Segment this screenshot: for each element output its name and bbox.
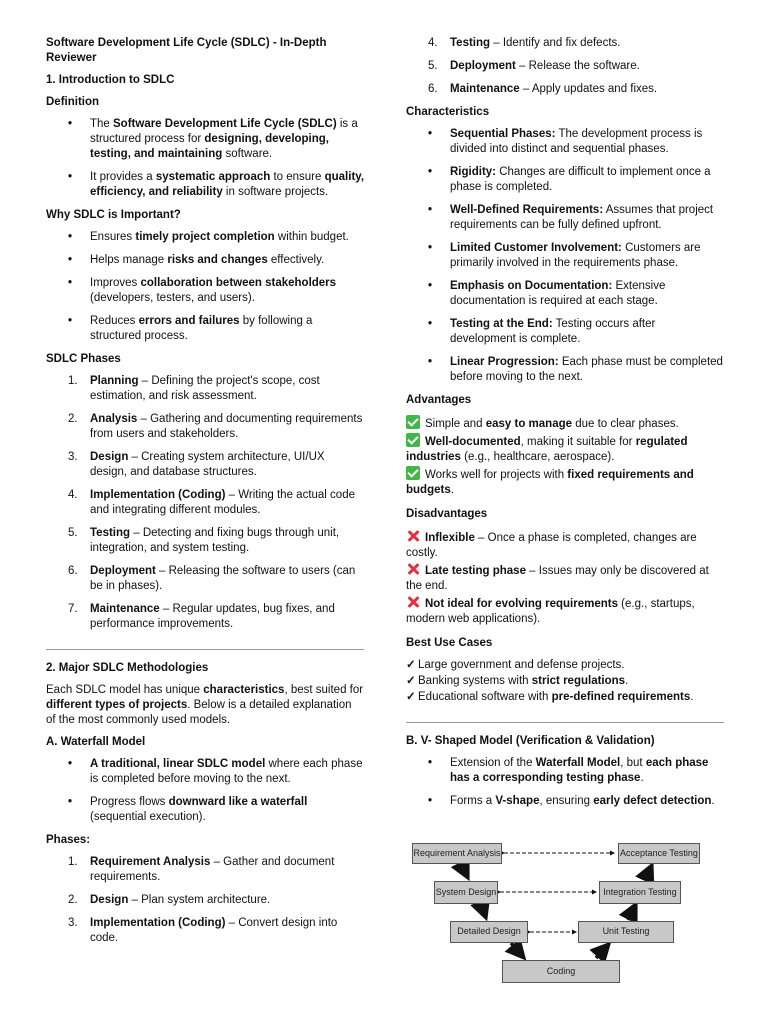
list-item: • Ensures timely project completion within budget. [68,231,349,243]
use-case-item: ✓ Banking systems with strict regulations. [406,675,629,687]
waterfall-phases-list-continued [406,36,724,97]
disadvantage-item: Inflexible – Once a phase is completed, changes are costly. [406,529,724,561]
arrow-req-to-system [461,864,468,878]
section-methodologies-heading: 2. Major SDLC Methodologies [46,662,209,674]
arrow-unit-to-integration [628,904,636,920]
definition-list [46,117,364,200]
characteristics-heading: Characteristics [406,106,490,118]
list-item: • Helps manage risks and changes effectively. [68,254,325,266]
list-item: 4. Testing – Identify and fix defects. [428,37,621,49]
section-intro-heading: 1. Introduction to SDLC [46,74,175,86]
box-unit-testing: Unit Testing [578,921,674,943]
list-item: 5. Testing – Detecting and fixing bugs through unit, integration, and system testing. [68,527,340,554]
phases-list [46,374,364,632]
list-item: • Rigidity: Changes are difficult to implement once a phase is completed. [428,166,711,193]
right-column [406,36,724,817]
list-item: 6. Maintenance – Apply updates and fixes. [428,83,658,95]
waterfall-phases-heading: Phases: [46,834,91,846]
left-column [46,36,364,954]
list-item: 3. Design – Creating system architecture, UI/UX design, and database structures. [68,451,325,478]
box-system-design: System Design [434,881,498,904]
list-item: • Reduces errors and failures by following a structured process. [68,315,313,342]
use-case-item: ✓ Large government and defense projects. [406,659,625,671]
list-item: • Sequential Phases: The development process is divided into distinct and sequential phases. [428,128,703,155]
check-icon [406,466,420,480]
use-case-item: ✓ Educational software with pre-defined requirements. [406,691,694,703]
box-integration-testing: Integration Testing [599,881,681,904]
checkmark-icon: ✓ [406,659,416,671]
list-item: • Limited Customer Involvement: Customers are primarily involved in the requirements phase. [428,242,701,269]
characteristics-list [406,127,724,385]
list-item: 3. Implementation (Coding) – Convert design into code. [68,917,338,944]
list-item: • The Software Development Life Cycle (SDLC) is a structured process for designing, developing, testing, and maintaining software. [68,118,358,160]
list-item: • Extension of the Waterfall Model, but each phase has a corresponding testing phase. [428,757,709,784]
advantages-heading: Advantages [406,394,472,406]
list-item: • Progress flows downward like a waterfall (sequential execution). [68,796,308,823]
list-item: • Linear Progression: Each phase must be completed before moving to the next. [428,356,723,383]
cross-icon [406,529,420,543]
checkmark-icon: ✓ [406,691,416,703]
list-item: • Improves collaboration between stakeholders (developers, testers, and users). [68,277,337,304]
disadvantage-item: Late testing phase – Issues may only be discovered at the end. [406,562,724,594]
why-list [46,230,364,344]
list-item: • It provides a systematic approach to ensure quality, efficiency, and reliability in software projects. [68,171,365,198]
box-acceptance-testing: Acceptance Testing [618,843,700,864]
list-item: • Forms a V-shape, ensuring early defect detection. [428,795,715,807]
arrow-coding-to-unit [596,944,609,958]
list-item: • Emphasis on Documentation: Extensive documentation is required at each stage. [428,280,666,307]
check-icon [406,433,420,447]
waterfall-list [46,757,364,825]
list-item: 2. Design – Plan system architecture. [68,894,271,906]
list-item: 6. Deployment – Releasing the software to users (can be in phases). [68,565,356,592]
advantage-item: Works well for projects with fixed requirements and budgets. [406,466,724,498]
section-divider [406,722,724,723]
list-item: 5. Deployment – Release the software. [428,60,640,72]
list-item: 1. Requirement Analysis – Gather and document requirements. [68,856,335,883]
box-requirement-analysis: Requirement Analysis [412,843,502,864]
why-heading: Why SDLC is Important? [46,209,181,221]
arrow-system-to-detailed [481,904,486,918]
methodologies-intro: Each SDLC model has unique characteristics, best suited for different types of projects. Below is a detailed explanation of the most commonly used models. [46,684,364,726]
checkmark-icon: ✓ [406,675,416,687]
cross-icon [406,595,420,609]
box-detailed-design: Detailed Design [450,921,528,943]
waterfall-phases-list [46,855,364,946]
list-item: 4. Implementation (Coding) – Writing the actual code and integrating different modules. [68,489,355,516]
arrow-detailed-to-coding [511,943,524,958]
advantage-item: Simple and easy to manage due to clear phases. [406,415,724,432]
list-item: • Testing at the End: Testing occurs after development is complete. [428,318,656,345]
section-divider [46,649,364,650]
definition-heading: Definition [46,96,100,108]
box-coding: Coding [502,960,620,983]
best-use-cases-heading: Best Use Cases [406,637,493,649]
list-item: 7. Maintenance – Regular updates, bug fixes, and performance improvements. [68,603,335,630]
disadvantage-item: Not ideal for evolving requirements (e.g., startups, modern web applications). [406,595,724,627]
phases-heading: SDLC Phases [46,353,121,365]
vmodel-diagram [406,836,706,986]
waterfall-heading: A. Waterfall Model [46,736,146,748]
vmodel-list [406,756,724,809]
advantage-item: Well-documented, making it suitable for regulated industries (e.g., healthcare, aerospace). [406,433,724,465]
list-item: 1. Planning – Defining the project's scope, cost estimation, and risk assessment. [68,375,320,402]
disadvantages-heading: Disadvantages [406,508,488,520]
cross-icon [406,562,420,576]
vmodel-heading: B. V- Shaped Model (Verification & Validation) [406,735,655,747]
check-icon [406,415,420,429]
list-item: 2. Analysis – Gathering and documenting requirements from users and stakeholders. [68,413,363,440]
list-item: • A traditional, linear SDLC model where each phase is completed before moving to the next. [68,758,363,785]
list-item: • Well-Defined Requirements: Assumes that project requirements can be fully defined upfront. [428,204,714,231]
arrow-integration-to-acceptance [646,865,652,878]
doc-title: Software Development Life Cycle (SDLC) - In-Depth Reviewer [46,37,327,64]
